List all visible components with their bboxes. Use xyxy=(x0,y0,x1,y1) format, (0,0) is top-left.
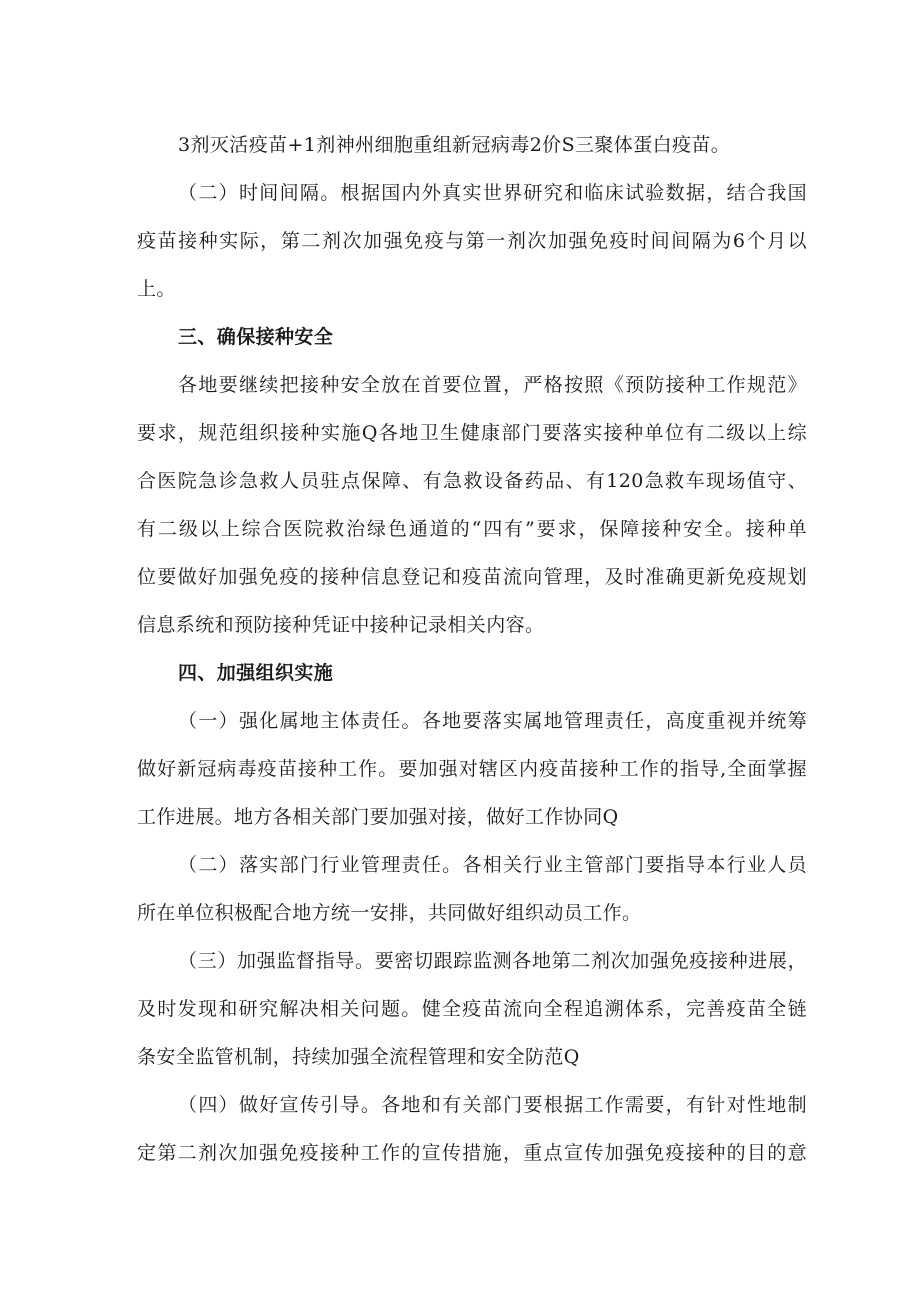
paragraph-line: 疫苗接种实际，第二剂次加强免疫与第一剂次加强免疫时间间隔为6个月以 xyxy=(137,230,807,252)
paragraph-line: 要求，规范组织接种实施Q各地卫生健康部门要落实接种单位有二级以上综 xyxy=(137,422,807,444)
paragraph-line: 合医院急诊急救人员驻点保障、有急救设备药品、有120急救车现场值守、 xyxy=(137,470,807,492)
paragraph-line: （二）落实部门行业管理责任。各相关行业主管部门要指导本行业人员 xyxy=(178,854,807,876)
paragraph-line: 3剂灭活疫苗+1剂神州细胞重组新冠病毒2价S三聚体蛋白疫苗。 xyxy=(178,134,731,156)
paragraph-line: （一）强化属地主体责任。各地要落实属地管理责任，高度重视并统筹 xyxy=(178,710,807,732)
paragraph-line: 条安全监管机制，持续加强全流程管理和安全防范Q xyxy=(137,1046,580,1068)
paragraph-line: （四）做好宣传引导。各地和有关部门要根据工作需要，有针对性地制 xyxy=(178,1094,807,1116)
paragraph-line: 做好新冠病毒疫苗接种工作。要加强对辖区内疫苗接种工作的指导,全面掌握 xyxy=(137,758,807,780)
paragraph-line: 位要做好加强免疫的接种信息登记和疫苗流向管理，及时准确更新免疫规划 xyxy=(137,566,807,588)
paragraph-line: 各地要继续把接种安全放在首要位置，严格按照《预防接种工作规范》 xyxy=(178,374,807,396)
paragraph-line: 所在单位积极配合地方统一安排，共同做好组织动员工作。 xyxy=(137,902,642,924)
section-heading: 四、加强组织实施 xyxy=(178,662,334,684)
paragraph-line: 定第二剂次加强免疫接种工作的宣传措施，重点宣传加强免疫接种的目的意 xyxy=(137,1142,807,1164)
paragraph-line: 上。 xyxy=(137,278,176,300)
paragraph-line: 有二级以上综合医院救治绿色通道的“四有”要求，保障接种安全。接种单 xyxy=(137,518,807,540)
paragraph-line: 及时发现和研究解决相关问题。健全疫苗流向全程追溯体系，完善疫苗全链 xyxy=(137,998,807,1020)
paragraph-line: （二）时间间隔。根据国内外真实世界研究和临床试验数据，结合我国 xyxy=(178,182,807,204)
paragraph-line: 工作进展。地方各相关部门要加强对接，做好工作协同Q xyxy=(137,806,619,828)
paragraph-line: （三）加强监督指导。要密切跟踪监测各地第二剂次加强免疫接种进展， xyxy=(178,950,807,972)
section-heading: 三、确保接种安全 xyxy=(178,326,334,348)
paragraph-line: 信息系统和预防接种凭证中接种记录相关内容。 xyxy=(137,614,545,636)
